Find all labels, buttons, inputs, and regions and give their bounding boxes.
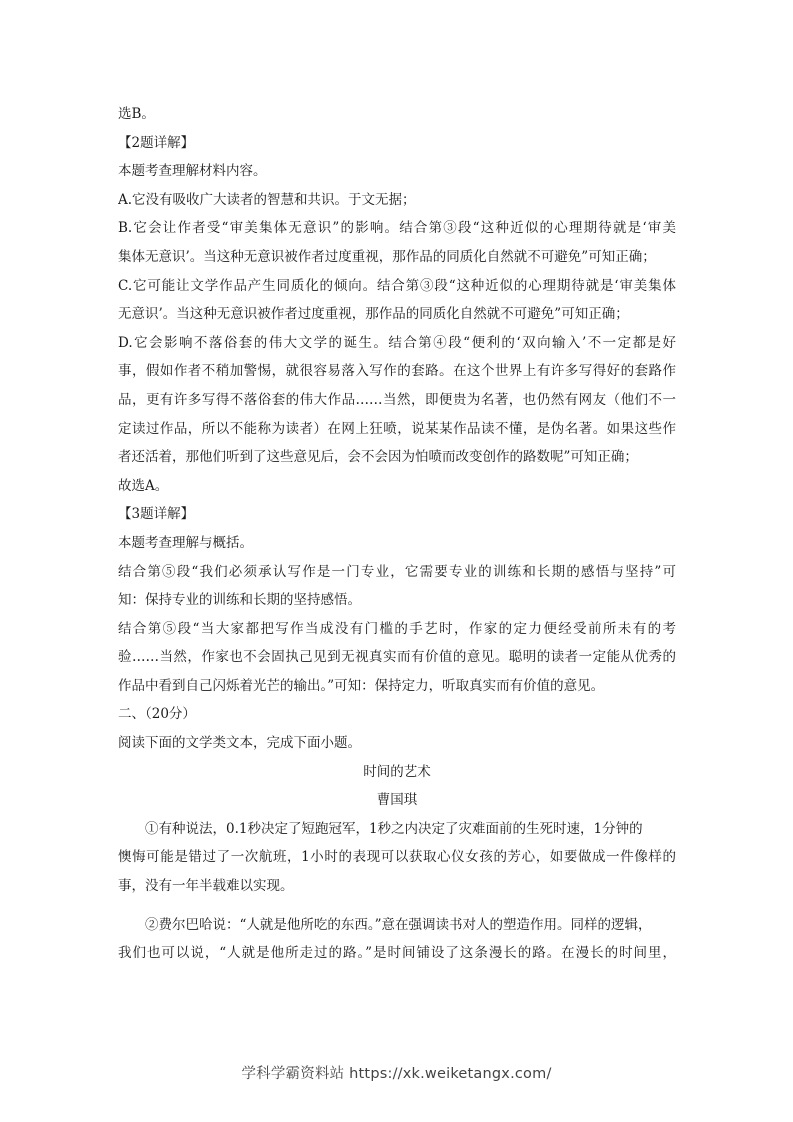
article-title: 时间的艺术 xyxy=(363,763,431,780)
option-c: C.它可能让文学作品产生同质化的倾向。结合第③段“这种近似的心理期待就是‘审美集体 xyxy=(118,277,676,294)
section-heading: 【3题详解】 xyxy=(118,506,195,523)
text-line: 结合第⑤段“我们必须承认写作是一门专业，它需要专业的训练和长期的感悟与坚持”可 xyxy=(118,563,676,580)
option-d-cont: 品，更有许多写得不落俗套的伟大作品……当然，即便贵为名著，也仍然有网友（他们不一 xyxy=(118,391,676,408)
text-line: 作品中看到自己闪烁着光芒的输出。”可知：保持定力，听取真实而有价值的意见。 xyxy=(118,677,605,694)
option-b: B.它会让作者受“审美集体无意识”的影响。结合第③段“这种近似的心理期待就是‘审美 xyxy=(118,220,676,237)
text-line: 选B。 xyxy=(118,106,155,122)
text-line: 本题考查理解材料内容。 xyxy=(118,163,267,180)
option-d-cont: 者还活着，那他们听到了这些意见后，会不会因为怕喷而改变创作的路数呢”可知正确； xyxy=(118,449,638,466)
document-body xyxy=(118,100,676,968)
footer-watermark[interactable]: 学科学霸资料站 https://xk.weiketangx.com/ xyxy=(241,1066,552,1082)
text-line: 本题考查理解与概括。 xyxy=(118,534,253,551)
option-d: D.它会影响不落俗套的伟大文学的诞生。结合第④段“便利的‘双向输入’不一定都是好 xyxy=(118,334,676,351)
text-line: 结合第⑤段“当大家都把写作当成没有门槛的手艺时，作家的定力便经受前所未有的考 xyxy=(118,620,676,637)
section-number: 二、（20分） xyxy=(118,706,196,723)
text-line: 验……当然，作家也不会固执己见到无视真实而有价值的意见。聪明的读者一定能从优秀的 xyxy=(118,649,676,666)
paragraph-1: ①有种说法，0.1秒决定了短跑冠军，1秒之内决定了灾难面前的生死时速，1分钟的 xyxy=(145,820,643,837)
text-line: 知：保持专业的训练和长期的坚持感悟。 xyxy=(118,592,361,609)
paragraph-2: ②费尔巴哈说：“人就是他所吃的东西。”意在强调读书对人的塑造作用。同样的逻辑， xyxy=(145,916,652,933)
article-author: 曹国琪 xyxy=(376,792,418,809)
instruction-line: 阅读下面的文学类文本，完成下面小题。 xyxy=(118,735,361,752)
paragraph-1-cont: 事，没有一年半载难以实现。 xyxy=(118,878,294,895)
option-c-cont: 无意识’。当这种无意识被作者过度重视，那作品的同质化自然就不可避免”可知正确； xyxy=(118,306,629,323)
paragraph-2-cont: 我们也可以说，“人就是他所走过的路。”是时间铺设了这条漫长的路。在漫长的时间里， xyxy=(118,945,676,962)
option-d-cont: 定读过作品，所以不能称为读者）在网上狂喷，说某某作品读不懂，是伪名著。如果这些作 xyxy=(118,420,676,437)
option-d-cont: 事，假如作者不稍加警惕，就很容易落入写作的套路。在这个世界上有许多写得好的套路作 xyxy=(118,363,676,380)
paragraph-1-cont: 懊悔可能是错过了一次航班，1小时的表现可以获取心仪女孩的芳心，如要做成一件像样的 xyxy=(118,849,676,866)
option-a: A.它没有吸收广大读者的智慧和共识。于文无据； xyxy=(118,191,416,208)
option-b-cont: 集体无意识’。当这种无意识被作者过度重视，那作品的同质化自然就不可避免”可知正确； xyxy=(118,248,656,265)
answer-line: 故选A。 xyxy=(118,477,169,494)
section-heading: 【2题详解】 xyxy=(118,134,195,151)
